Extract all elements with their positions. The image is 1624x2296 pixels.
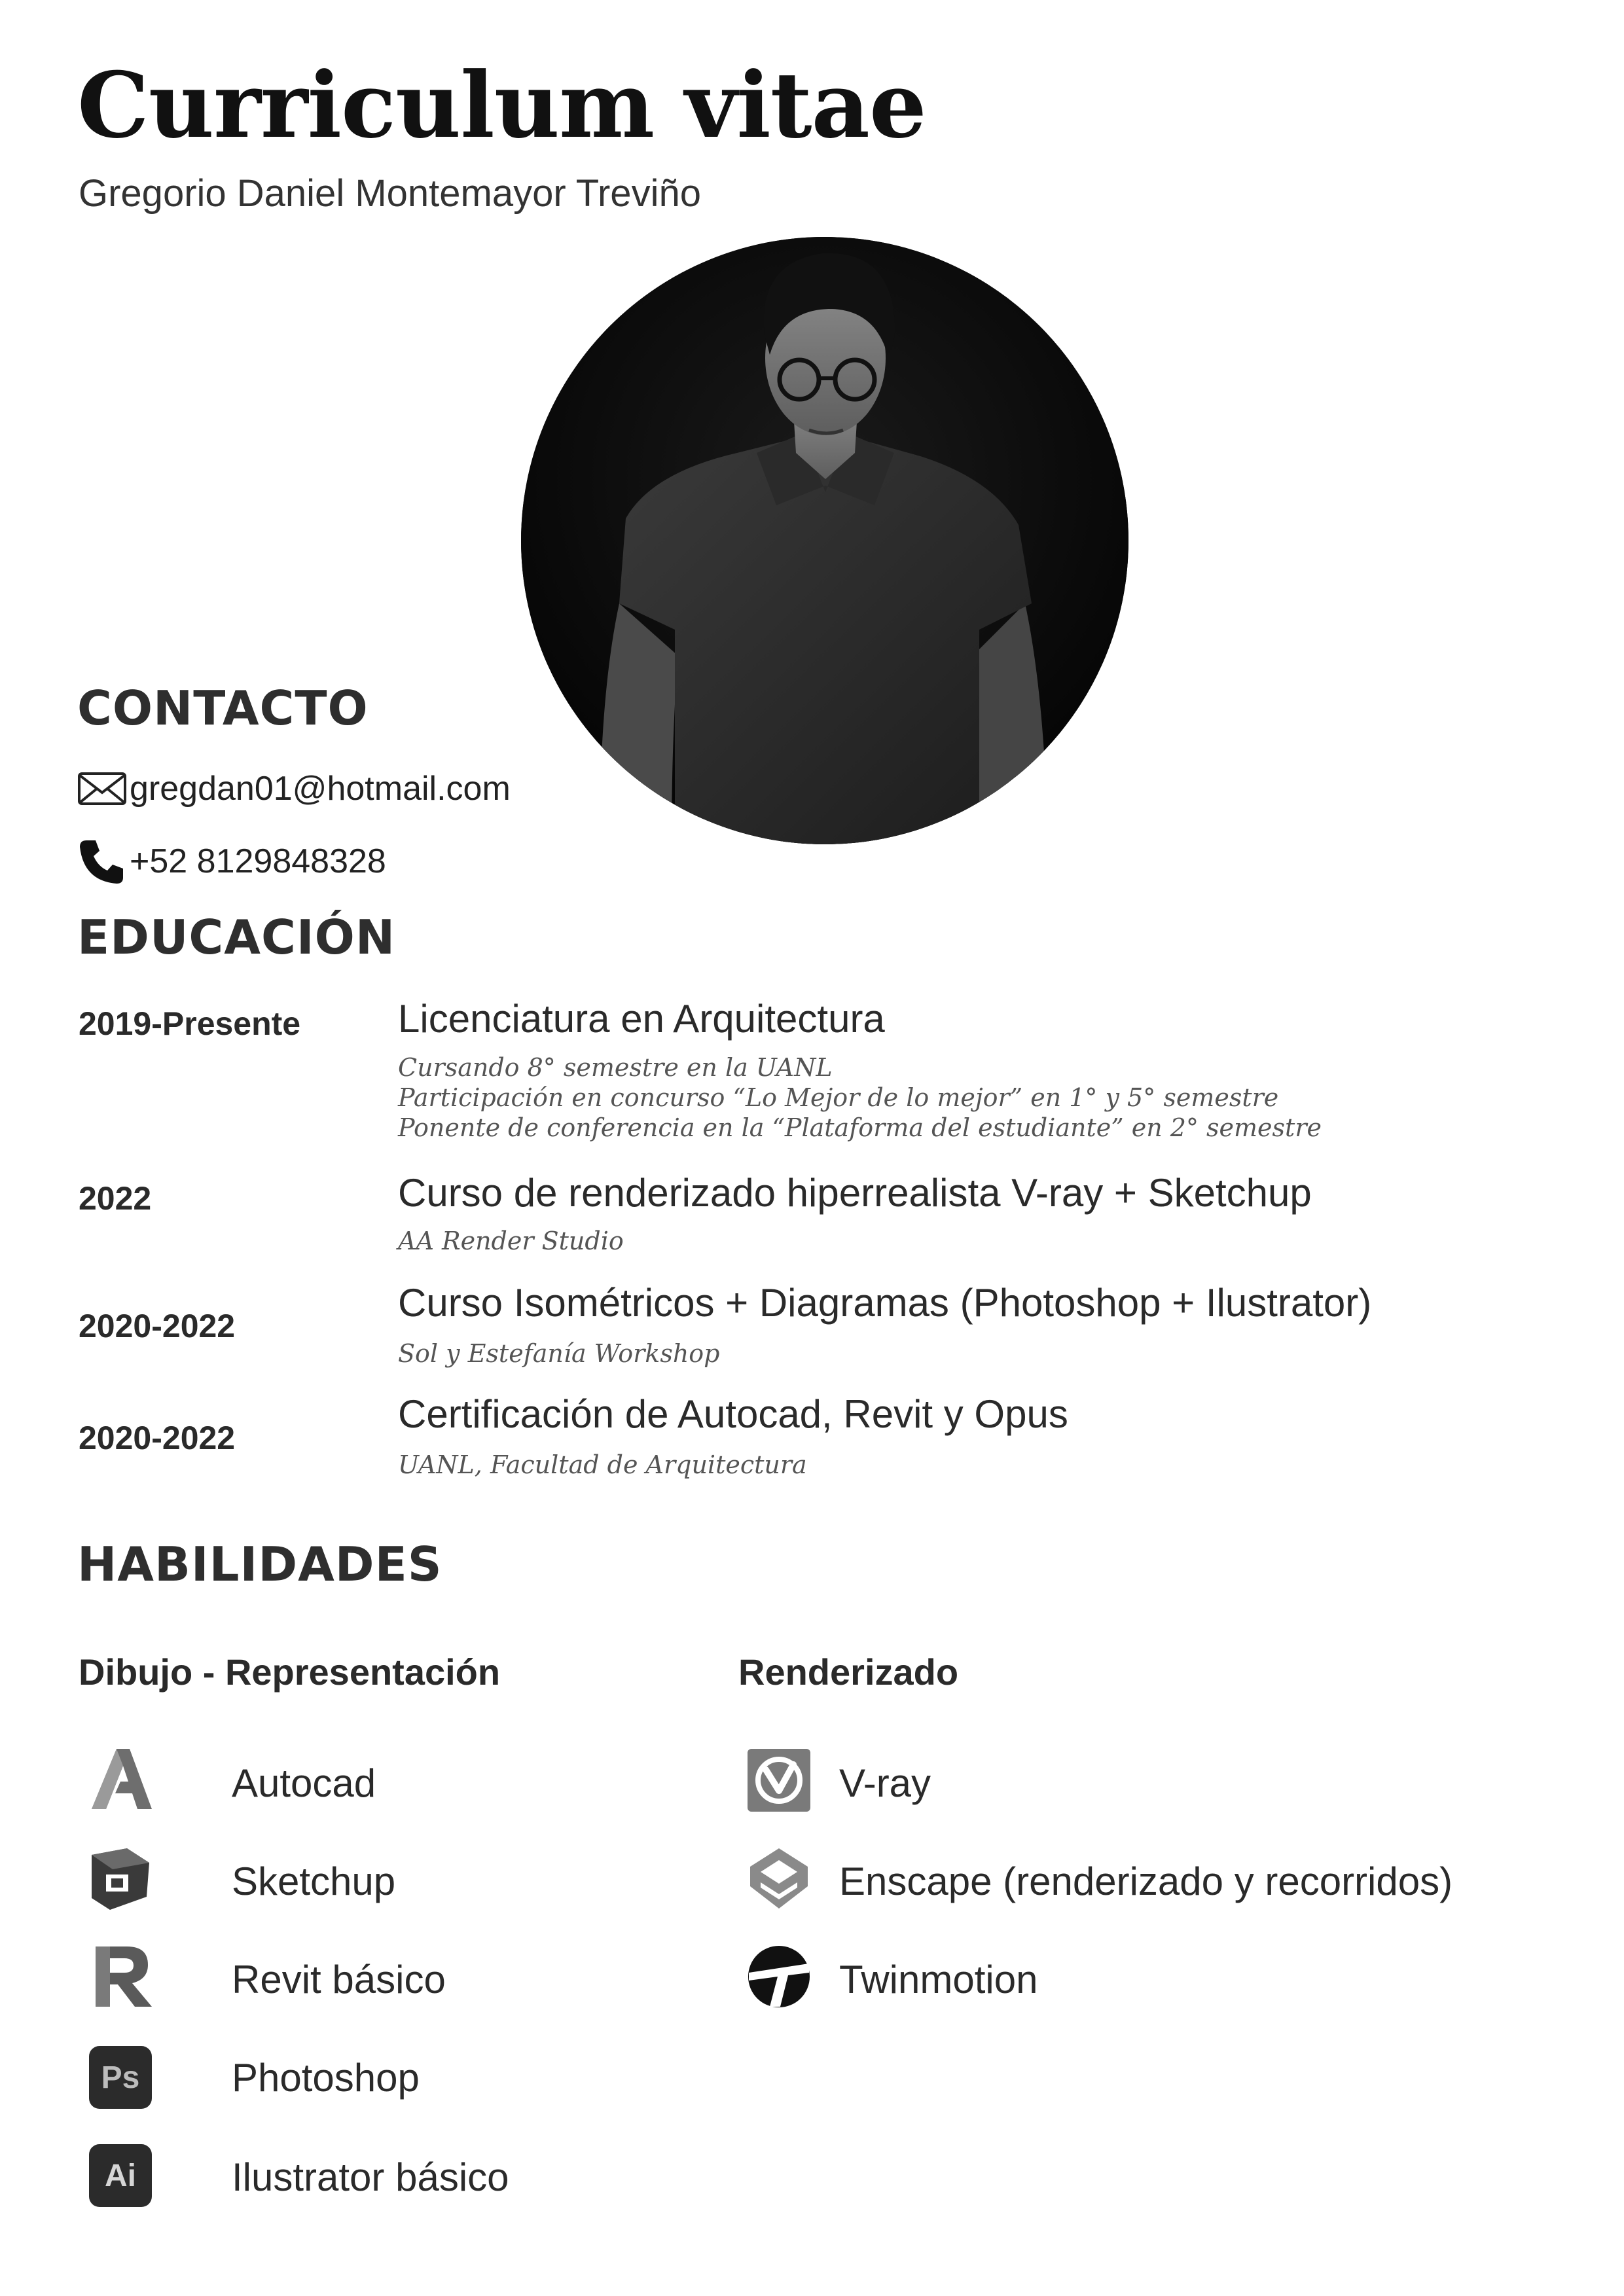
illustrator-icon — [88, 2143, 153, 2208]
education-year: 2020-2022 — [79, 1308, 236, 1344]
education-detail: Cursando 8° semestre en la UANL — [398, 1053, 833, 1082]
skill-label: Twinmotion — [839, 1958, 1038, 2001]
sketchup-icon — [86, 1846, 152, 1911]
revit-icon — [89, 1944, 154, 2009]
education-detail: Ponente de conferencia en la “Plataforma del estudiante” en 2° semestre — [398, 1113, 1322, 1142]
skill-label: Autocad — [232, 1761, 376, 1805]
skills-column-title: Dibujo - Representación — [79, 1651, 501, 1693]
mail-icon — [77, 772, 127, 806]
education-title: Curso Isométricos + Diagramas (Photoshop + Ilustrator) — [398, 1281, 1372, 1325]
skill-label: Ilustrator básico — [232, 2155, 509, 2199]
autocad-icon — [89, 1746, 154, 1812]
skill-label: V-ray — [839, 1761, 931, 1805]
phone-icon — [77, 836, 127, 886]
photoshop-icon — [88, 2045, 153, 2110]
education-year: 2022 — [79, 1180, 152, 1217]
education-title: Certificación de Autocad, Revit y Opus — [398, 1392, 1068, 1436]
portrait-image — [521, 237, 1128, 844]
education-detail: Sol y Estefanía Workshop — [398, 1339, 720, 1368]
skill-label: Sketchup — [232, 1859, 396, 1903]
enscape-icon — [746, 1846, 812, 1911]
skills-heading: HABILIDADES — [77, 1537, 442, 1592]
education-heading: EDUCACIÓN — [77, 910, 396, 965]
skill-label: Revit básico — [232, 1958, 446, 2001]
education-title: Licenciatura en Arquitectura — [398, 997, 885, 1041]
page-title: Curriculum vitae — [77, 52, 926, 158]
education-detail: Participación en concurso “Lo Mejor de lo mejor” en 1° y 5° semestre — [398, 1083, 1279, 1112]
profile-photo — [521, 237, 1128, 844]
email-text: gregdan01@hotmail.com — [130, 770, 511, 808]
education-year: 2020-2022 — [79, 1420, 236, 1456]
vray-icon — [746, 1748, 812, 1813]
contact-phone[interactable] — [77, 836, 386, 886]
education-year: 2019-Presente — [79, 1005, 301, 1042]
svg-text:Ai: Ai — [105, 2159, 136, 2193]
skills-column-title: Renderizado — [738, 1651, 959, 1693]
education-detail: AA Render Studio — [398, 1227, 624, 1255]
education-detail: UANL, Facultad de Arquitectura — [398, 1450, 807, 1479]
contact-heading: CONTACTO — [77, 681, 369, 736]
skill-label: Photoshop — [232, 2056, 420, 2100]
svg-text:Ps: Ps — [101, 2060, 140, 2095]
full-name: Gregorio Daniel Montemayor Treviño — [79, 172, 701, 215]
contact-email[interactable] — [77, 769, 511, 808]
phone-text: +52 8129848328 — [130, 842, 386, 880]
education-title: Curso de renderizado hiperrealista V-ray + Sketchup — [398, 1171, 1312, 1215]
skill-label: Enscape (renderizado y recorridos) — [839, 1859, 1453, 1903]
twinmotion-icon — [746, 1944, 812, 2009]
